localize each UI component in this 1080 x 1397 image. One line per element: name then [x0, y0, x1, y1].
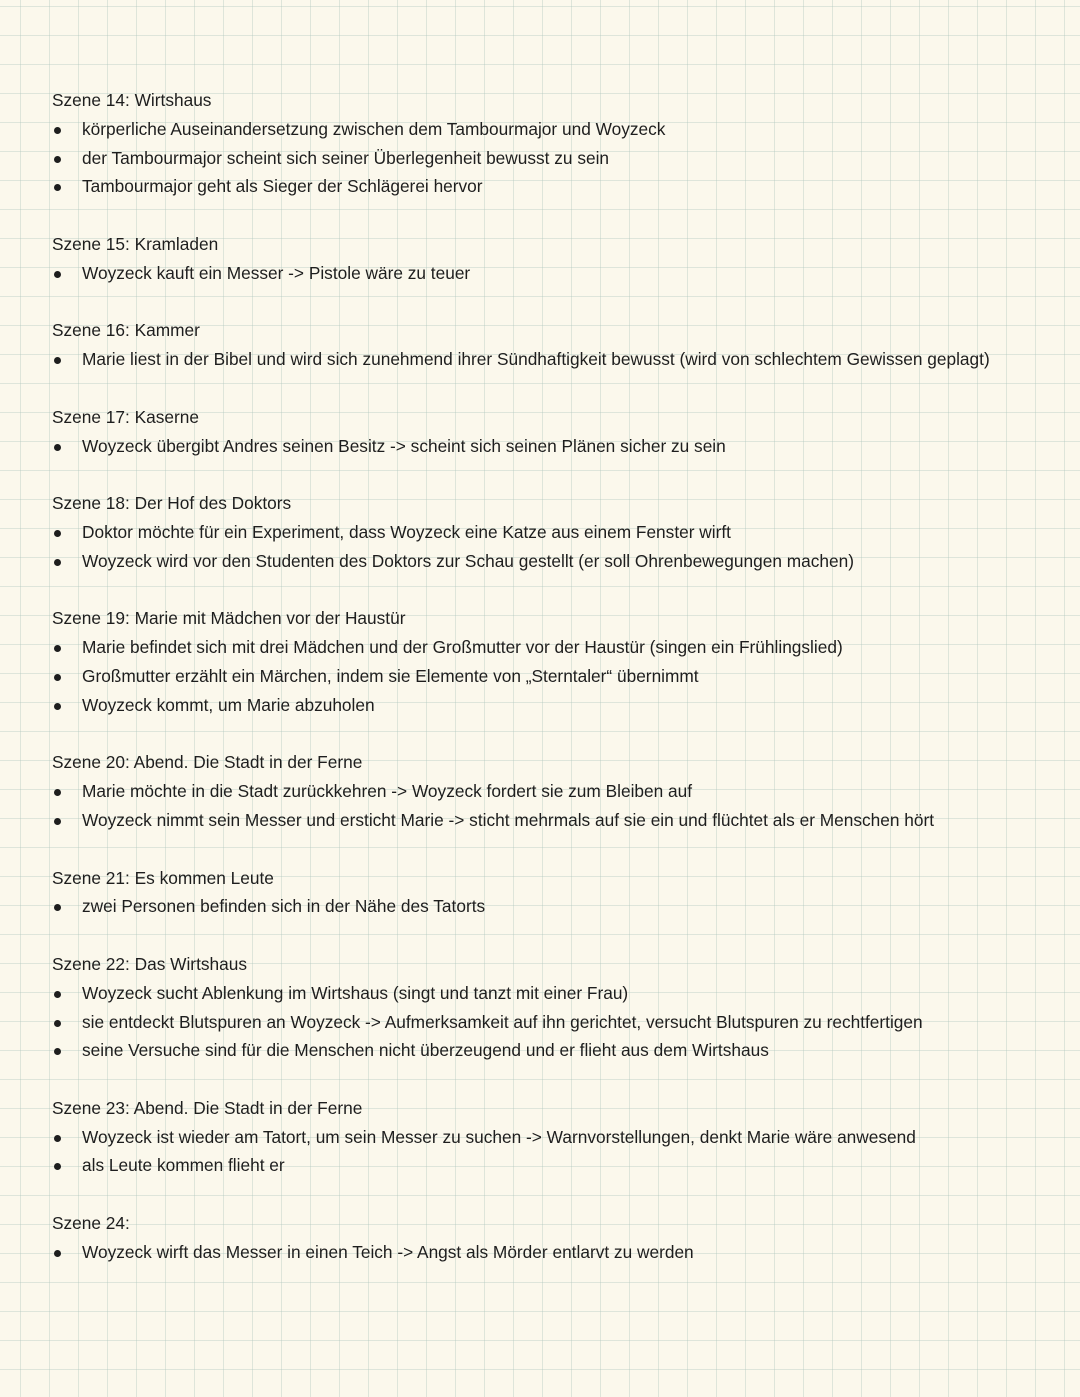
scene-section-7	[52, 748, 1052, 834]
bullet-dot-icon	[54, 818, 61, 825]
bullet-dot-icon	[54, 1048, 61, 1055]
bullet-text: Woyzeck übergibt Andres seinen Besitz -> scheint sich seinen Plänen sicher zu sein	[82, 435, 726, 456]
bullet-text: körperliche Auseinandersetzung zwischen dem Tambourmajor und Woyzeck	[82, 118, 666, 139]
scene-list	[52, 86, 1052, 1295]
bullet-text: als Leute kommen flieht er	[82, 1155, 285, 1176]
bullet-dot-icon	[54, 904, 61, 911]
bullet-dot-icon	[54, 357, 61, 364]
scene-section-9	[52, 950, 1052, 1065]
bullet-text: Woyzeck kommt, um Marie abzuholen	[82, 694, 375, 715]
bullet-dot-icon	[54, 1250, 61, 1257]
bullet-item	[52, 144, 1052, 173]
bullet-item	[52, 1123, 1052, 1152]
bullet-dot-icon	[54, 674, 61, 681]
scene-section-2	[52, 230, 1052, 288]
bullet-text: Marie möchte in die Stadt zurückkehren -> Woyzeck fordert sie zum Bleiben auf	[82, 781, 693, 802]
bullet-dot-icon	[54, 1163, 61, 1170]
bullet-text: zwei Personen befinden sich in der Nähe des Tatorts	[82, 896, 486, 917]
bullet-text: Woyzeck nimmt sein Messer und ersticht Marie -> sticht mehrmals auf sie ein und flüchtet als er Menschen hört	[82, 809, 935, 830]
scene-section-1	[52, 86, 1052, 201]
bullet-text: Marie befindet sich mit drei Mädchen und der Großmutter vor der Haustür (singen ein Frühlingslied)	[82, 637, 843, 658]
bullet-item	[52, 777, 1052, 806]
scene-heading: Szene 19: Marie mit Mädchen vor der Haustür	[52, 608, 406, 629]
scene-heading: Szene 23: Abend. Die Stadt in der Ferne	[52, 1097, 363, 1118]
bullet-item	[52, 633, 1052, 662]
bullet-item	[52, 1036, 1052, 1065]
bullet-list	[52, 979, 1052, 1065]
scene-heading: Szene 24:	[52, 1213, 130, 1234]
bullet-list	[52, 633, 1052, 719]
bullet-text: Woyzeck kauft ein Messer -> Pistole wäre zu teuer	[82, 262, 471, 283]
bullet-item	[52, 1238, 1052, 1267]
bullet-item	[52, 259, 1052, 288]
bullet-list	[52, 259, 1052, 288]
bullet-dot-icon	[54, 444, 61, 451]
bullet-dot-icon	[54, 1135, 61, 1142]
scene-section-11	[52, 1209, 1052, 1267]
bullet-item	[52, 1008, 1052, 1037]
scene-heading: Szene 16: Kammer	[52, 320, 200, 341]
bullet-item	[52, 432, 1052, 461]
bullet-item	[52, 115, 1052, 144]
bullet-text: sie entdeckt Blutspuren an Woyzeck -> Aufmerksamkeit auf ihn gerichtet, versucht Blutspuren zu rechtfertigen	[82, 1011, 923, 1032]
bullet-dot-icon	[54, 1020, 61, 1027]
bullet-item	[52, 979, 1052, 1008]
scene-section-3	[52, 316, 1052, 374]
bullet-dot-icon	[54, 645, 61, 652]
scene-heading: Szene 15: Kramladen	[52, 233, 219, 254]
bullet-text: Großmutter erzählt ein Märchen, indem sie Elemente von „Sterntaler“ übernimmt	[82, 665, 699, 686]
scene-heading: Szene 22: Das Wirtshaus	[52, 953, 247, 974]
scene-section-8	[52, 864, 1052, 922]
scene-section-6	[52, 604, 1052, 719]
bullet-dot-icon	[54, 127, 61, 134]
bullet-item	[52, 547, 1052, 576]
bullet-dot-icon	[54, 703, 61, 710]
scene-section-4	[52, 403, 1052, 461]
bullet-item	[52, 518, 1052, 547]
bullet-dot-icon	[54, 184, 61, 191]
bullet-text: der Tambourmajor scheint sich seiner Überlegenheit bewusst zu sein	[82, 147, 610, 168]
bullet-item	[52, 172, 1052, 201]
scene-heading: Szene 20: Abend. Die Stadt in der Ferne	[52, 752, 363, 773]
bullet-item	[52, 662, 1052, 691]
bullet-text: Woyzeck wird vor den Studenten des Doktors zur Schau gestellt (er soll Ohrenbewegungen machen)	[82, 550, 854, 571]
bullet-text: Woyzeck ist wieder am Tatort, um sein Messer zu suchen -> Warnvorstellungen, denkt Marie wäre anwesend	[82, 1126, 916, 1147]
bullet-text: Tambourmajor geht als Sieger der Schlägerei hervor	[82, 176, 483, 197]
scene-section-10	[52, 1094, 1052, 1180]
bullet-item	[52, 691, 1052, 720]
bullet-list	[52, 518, 1052, 576]
bullet-dot-icon	[54, 789, 61, 796]
bullet-item	[52, 806, 1052, 835]
bullet-item	[52, 345, 1052, 374]
bullet-list	[52, 115, 1052, 201]
bullet-dot-icon	[54, 156, 61, 163]
bullet-item	[52, 1151, 1052, 1180]
bullet-text: Doktor möchte für ein Experiment, dass Woyzeck eine Katze aus einem Fenster wirft	[82, 521, 731, 542]
scene-heading: Szene 21: Es kommen Leute	[52, 867, 274, 888]
scene-section-5	[52, 489, 1052, 575]
bullet-text: Woyzeck sucht Ablenkung im Wirtshaus (singt und tanzt mit einer Frau)	[82, 982, 629, 1003]
bullet-list	[52, 892, 1052, 921]
bullet-dot-icon	[54, 559, 61, 566]
scene-heading: Szene 14: Wirtshaus	[52, 90, 212, 110]
bullet-list	[52, 432, 1052, 461]
bullet-list	[52, 777, 1052, 835]
scene-heading: Szene 18: Der Hof des Doktors	[52, 493, 292, 514]
bullet-dot-icon	[54, 271, 61, 278]
bullet-text: seine Versuche sind für die Menschen nicht überzeugend und er flieht aus dem Wirtshaus	[82, 1040, 769, 1061]
bullet-item	[52, 892, 1052, 921]
scene-heading: Szene 17: Kaserne	[52, 406, 199, 427]
bullet-list	[52, 345, 1052, 374]
bullet-list	[52, 1123, 1052, 1181]
bullet-text: Marie liest in der Bibel und wird sich zunehmend ihrer Sündhaftigkeit bewusst (wird von schlechtem Gewissen geplagt)	[82, 349, 990, 370]
bullet-list	[52, 1238, 1052, 1267]
bullet-dot-icon	[54, 991, 61, 998]
bullet-text: Woyzeck wirft das Messer in einen Teich -> Angst als Mörder entlarvt zu werden	[82, 1241, 694, 1262]
bullet-dot-icon	[54, 530, 61, 537]
